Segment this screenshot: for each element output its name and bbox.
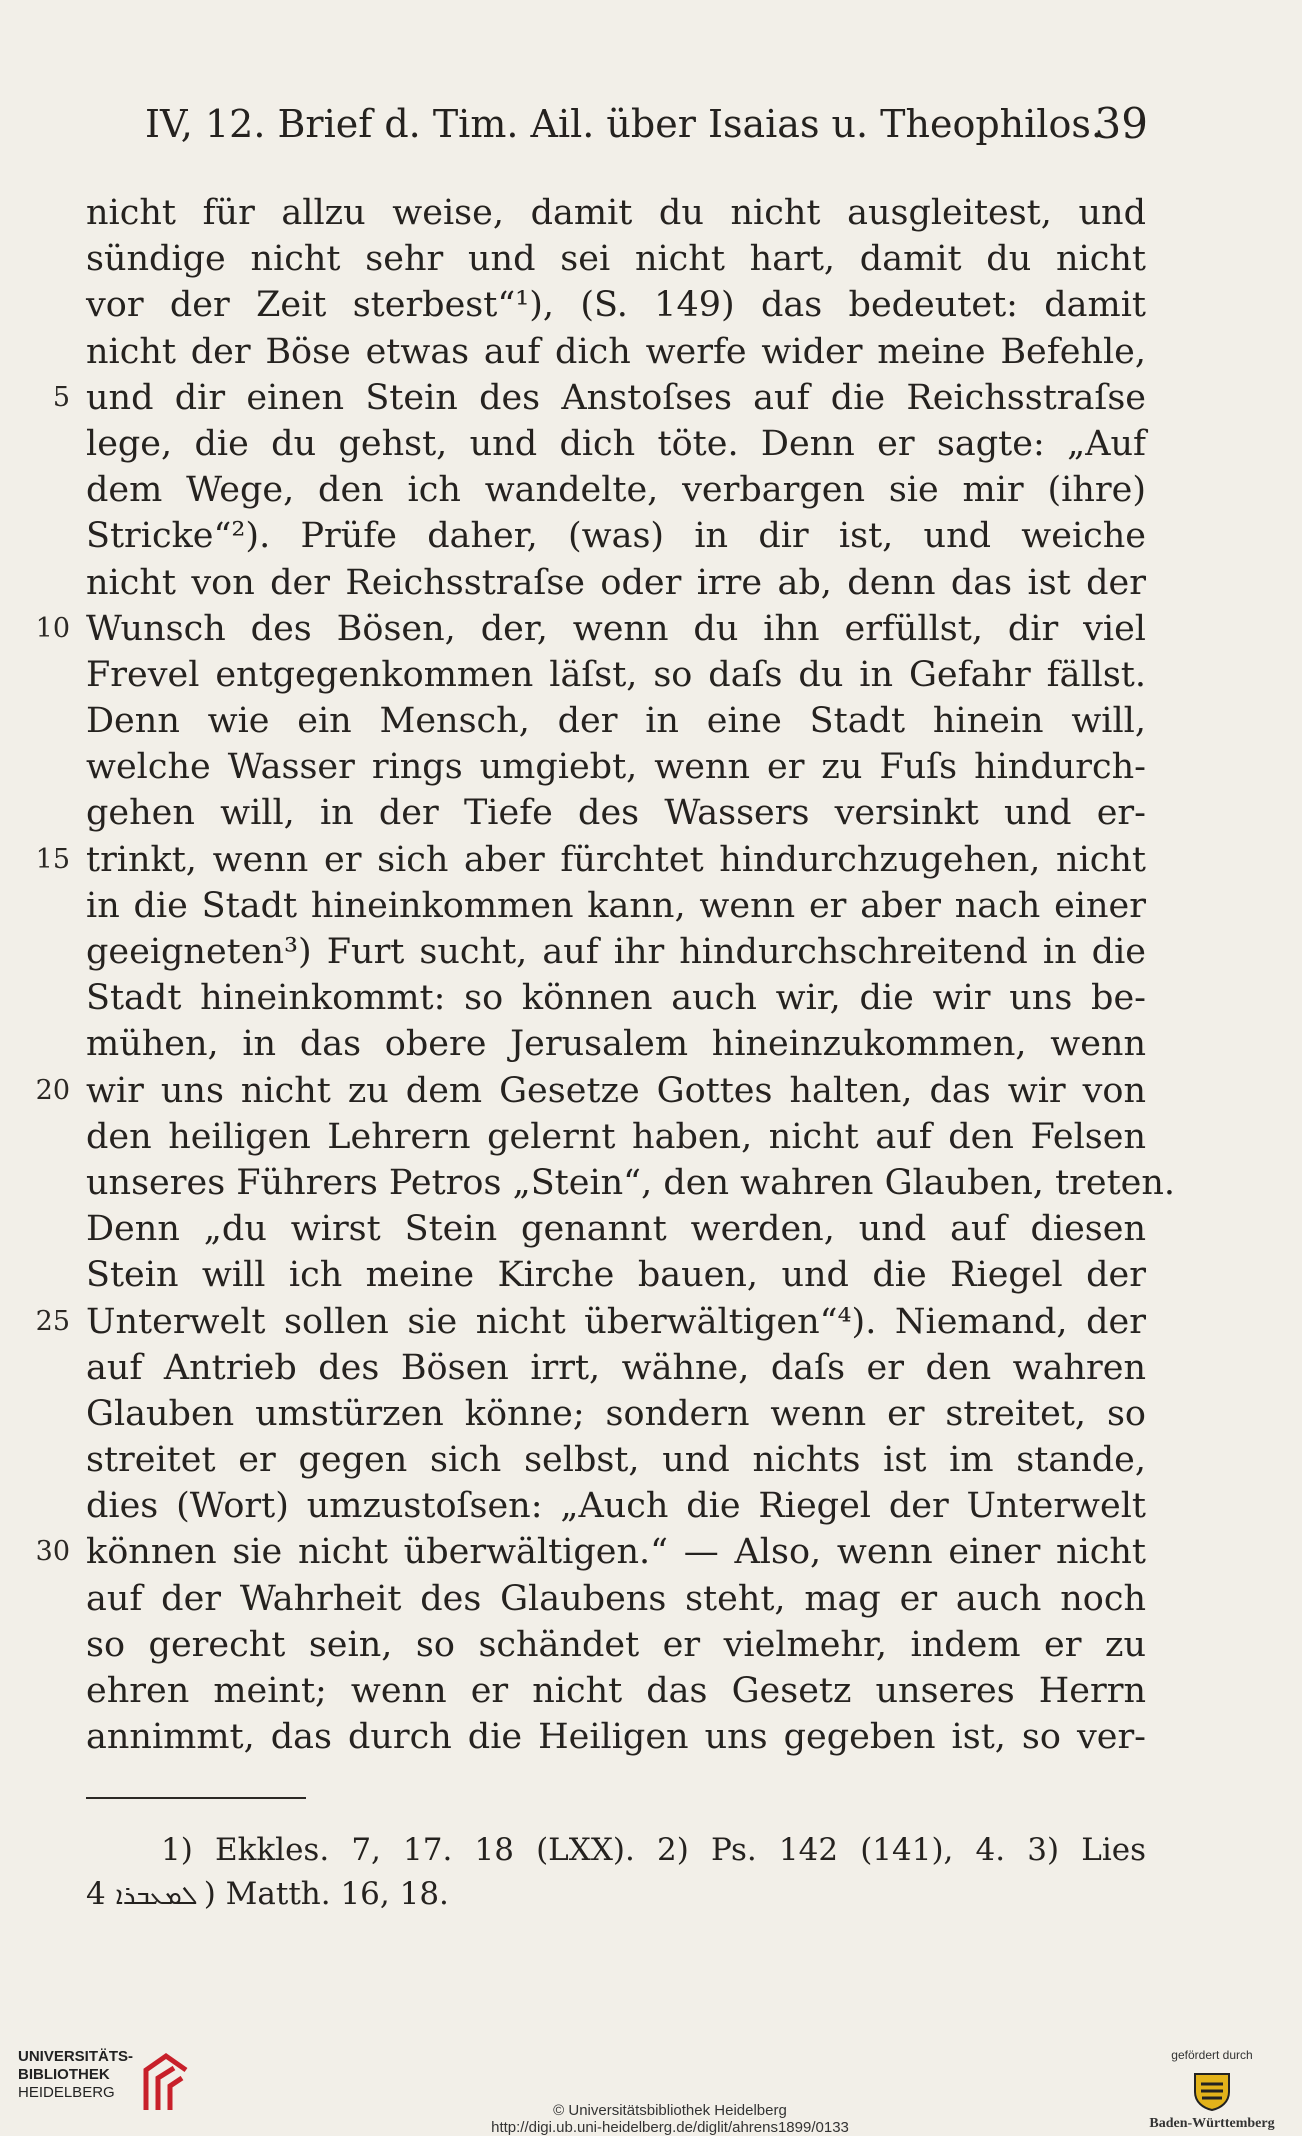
text-line [86, 1114, 1146, 1160]
footnote-line-1: 1) Ekkles. 7, 17. 18 (LXX). 2) Ps. 142 (141), 4. 3) Lies [161, 1832, 1146, 1868]
text-line [86, 1437, 1146, 1483]
text-line [86, 1576, 1146, 1622]
text-line [86, 329, 1146, 375]
text-line [86, 421, 1146, 467]
running-header [145, 97, 1148, 151]
sponsor-name: Baden-Württemberg [1149, 2116, 1275, 2131]
text-line [86, 1206, 1146, 1252]
library-mark-icon [136, 2048, 196, 2118]
text-line [86, 883, 1146, 929]
line-text: trinkt, wenn er sich aber fürchtet hindurchzugehen, nicht [86, 839, 1146, 880]
line-text: den heiligen Lehrern gelernt haben, nicht auf den Felsen [86, 1116, 1146, 1157]
text-line [86, 744, 1146, 790]
text-line [86, 1160, 1176, 1206]
copyright-text: © Universitätsbibliothek Heidelberg [553, 2102, 787, 2119]
line-text: welche Wasser rings umgiebt, wenn er zu Fuſs hindurch- [86, 747, 1146, 788]
line-number: 30 [35, 1536, 70, 1568]
line-text: vor der Zeit sterbest“¹), (S. 149) das bedeutet: damit [86, 285, 1146, 326]
line-text: mühen, in das obere Jerusalem hineinzukommen, wenn [86, 1024, 1146, 1065]
library-name-line-2: BIBLIOTHEK [18, 2066, 110, 2083]
line-text: Unterwelt sollen sie nicht überwältigen“⁴). Niemand, der [86, 1301, 1146, 1342]
text-line [86, 560, 1146, 606]
footnotes [86, 1828, 1146, 1916]
line-text: ehren meint; wenn er nicht das Gesetz unseres Herrn [86, 1671, 1146, 1711]
line-text: unseres Führers Petros „Stein“, den wahren Glauben, treten. [86, 1162, 1176, 1203]
digitization-footer [0, 2020, 1302, 2136]
line-text: annimmt, das durch die Heiligen uns gegeben ist, so ver- [86, 1717, 1146, 1758]
text-line [35, 1529, 1146, 1575]
line-number: 10 [35, 612, 70, 644]
text-line [86, 652, 1146, 698]
line-text: Wunsch des Bösen, der, wenn du ihn erfüllst, dir viel [86, 608, 1146, 649]
line-text: lege, die du gehst, und dich töte. Denn er sagte: „Auf [86, 423, 1146, 464]
sponsor-label: gefördert durch [1171, 2048, 1253, 2062]
text-line [86, 1345, 1146, 1391]
line-number: 5 [52, 381, 70, 413]
line-text: dies (Wort) umzustoſsen: „Auch die Riegel der Unterwelt [86, 1486, 1146, 1527]
text-line [86, 1021, 1146, 1067]
line-text: Denn „du wirst Stein genannt werden, und auf diesen [86, 1209, 1146, 1250]
library-name [18, 2048, 133, 2102]
line-text: geeigneten³) Furt sucht, auf ihr hindurchschreitend in die [86, 932, 1146, 972]
text-line [86, 975, 1146, 1021]
line-text: in die Stadt hineinkommen kann, wenn er aber nach einer [86, 885, 1146, 926]
main-text [35, 190, 1176, 1760]
line-text: dem Wege, den ich wandelte, verbargen sie mir (ihre) [86, 470, 1146, 511]
library-name-line-3: HEIDELBERG [18, 2084, 115, 2101]
text-line [52, 375, 1146, 421]
line-text: Stadt hineinkommt: so können auch wir, die wir uns be- [86, 978, 1146, 1019]
page-number: 39 [1094, 99, 1148, 148]
line-text: Frevel entgegenkommen läſst, so daſs du in Gefahr fällst. [86, 654, 1146, 695]
line-text: nicht der Böse etwas auf dich werfe wider meine Befehle, [86, 331, 1146, 372]
text-line [86, 1483, 1146, 1529]
line-number: 25 [35, 1305, 70, 1337]
text-line [86, 513, 1146, 559]
text-line [86, 1252, 1146, 1298]
text-line [86, 1714, 1146, 1760]
state-crest-icon [1189, 2070, 1235, 2112]
text-line [86, 790, 1146, 836]
line-text: auf der Wahrheit des Glaubens steht, mag er auch noch [86, 1578, 1146, 1619]
text-line [86, 467, 1146, 513]
line-text: Stein will ich meine Kirche bauen, und die Riegel der [86, 1255, 1146, 1296]
text-line [35, 606, 1146, 652]
syriac-word: ܠܡܥܒܪܐ [115, 1881, 198, 1911]
text-line [86, 1668, 1146, 1714]
text-line [86, 1622, 1146, 1668]
line-text: Stricke“²). Prüfe daher, (was) in dir ist, und weiche [86, 516, 1146, 557]
footnote-rule [86, 1797, 306, 1799]
text-line [35, 1068, 1146, 1114]
line-number: 15 [35, 843, 70, 875]
text-line [86, 282, 1146, 328]
line-text: auf Antrieb des Bösen irrt, wähne, daſs er den wahren [86, 1347, 1146, 1388]
source-url[interactable]: http://digi.ub.uni-heidelberg.de/diglit/ahrens1899/0133 [491, 2119, 849, 2136]
line-text: nicht für allzu weise, damit du nicht ausgleitest, und [86, 193, 1146, 233]
library-name-line-1: UNIVERSITÄTS- [18, 2048, 134, 2065]
line-text: Denn wie ein Mensch, der in eine Stadt hinein will, [86, 701, 1146, 742]
line-text: so gerecht sein, so schändet er vielmehr, indem er zu [86, 1624, 1146, 1665]
footnote-line-2 [86, 1872, 1146, 1916]
line-text: Glauben umstürzen könne; sondern wenn er streitet, so [86, 1393, 1146, 1434]
line-number: 20 [35, 1074, 70, 1106]
line-text: und dir einen Stein des Anstoſses auf die Reichsstraſse [86, 377, 1146, 418]
running-title: IV, 12. Brief d. Tim. Ail. über Isaias u. Theophilos. [145, 102, 1103, 146]
line-text: können sie nicht überwältigen.“ — Also, wenn einer nicht [86, 1532, 1146, 1573]
text-line [35, 1299, 1146, 1345]
text-line [86, 190, 1146, 236]
footnote-4: 4) Matth. 16, 18. [86, 1876, 449, 1912]
line-text: streitet er gegen sich selbst, und nichts ist im stande, [86, 1440, 1146, 1481]
text-line [86, 698, 1146, 744]
copyright-block [420, 2102, 920, 2136]
line-text: sündige nicht sehr und sei nicht hart, damit du nicht [86, 239, 1146, 280]
text-line [35, 837, 1146, 883]
text-line [86, 929, 1146, 975]
text-line [86, 1391, 1146, 1437]
line-text: gehen will, in der Tiefe des Wassers versinkt und er- [86, 793, 1146, 834]
library-logo[interactable] [18, 2048, 188, 2128]
line-text: nicht von der Reichsstraſse oder irre ab, denn das ist der [86, 562, 1146, 603]
text-line [86, 236, 1146, 282]
sponsor-block [1142, 2048, 1282, 2132]
line-text: wir uns nicht zu dem Gesetze Gottes halten, das wir von [86, 1070, 1146, 1111]
